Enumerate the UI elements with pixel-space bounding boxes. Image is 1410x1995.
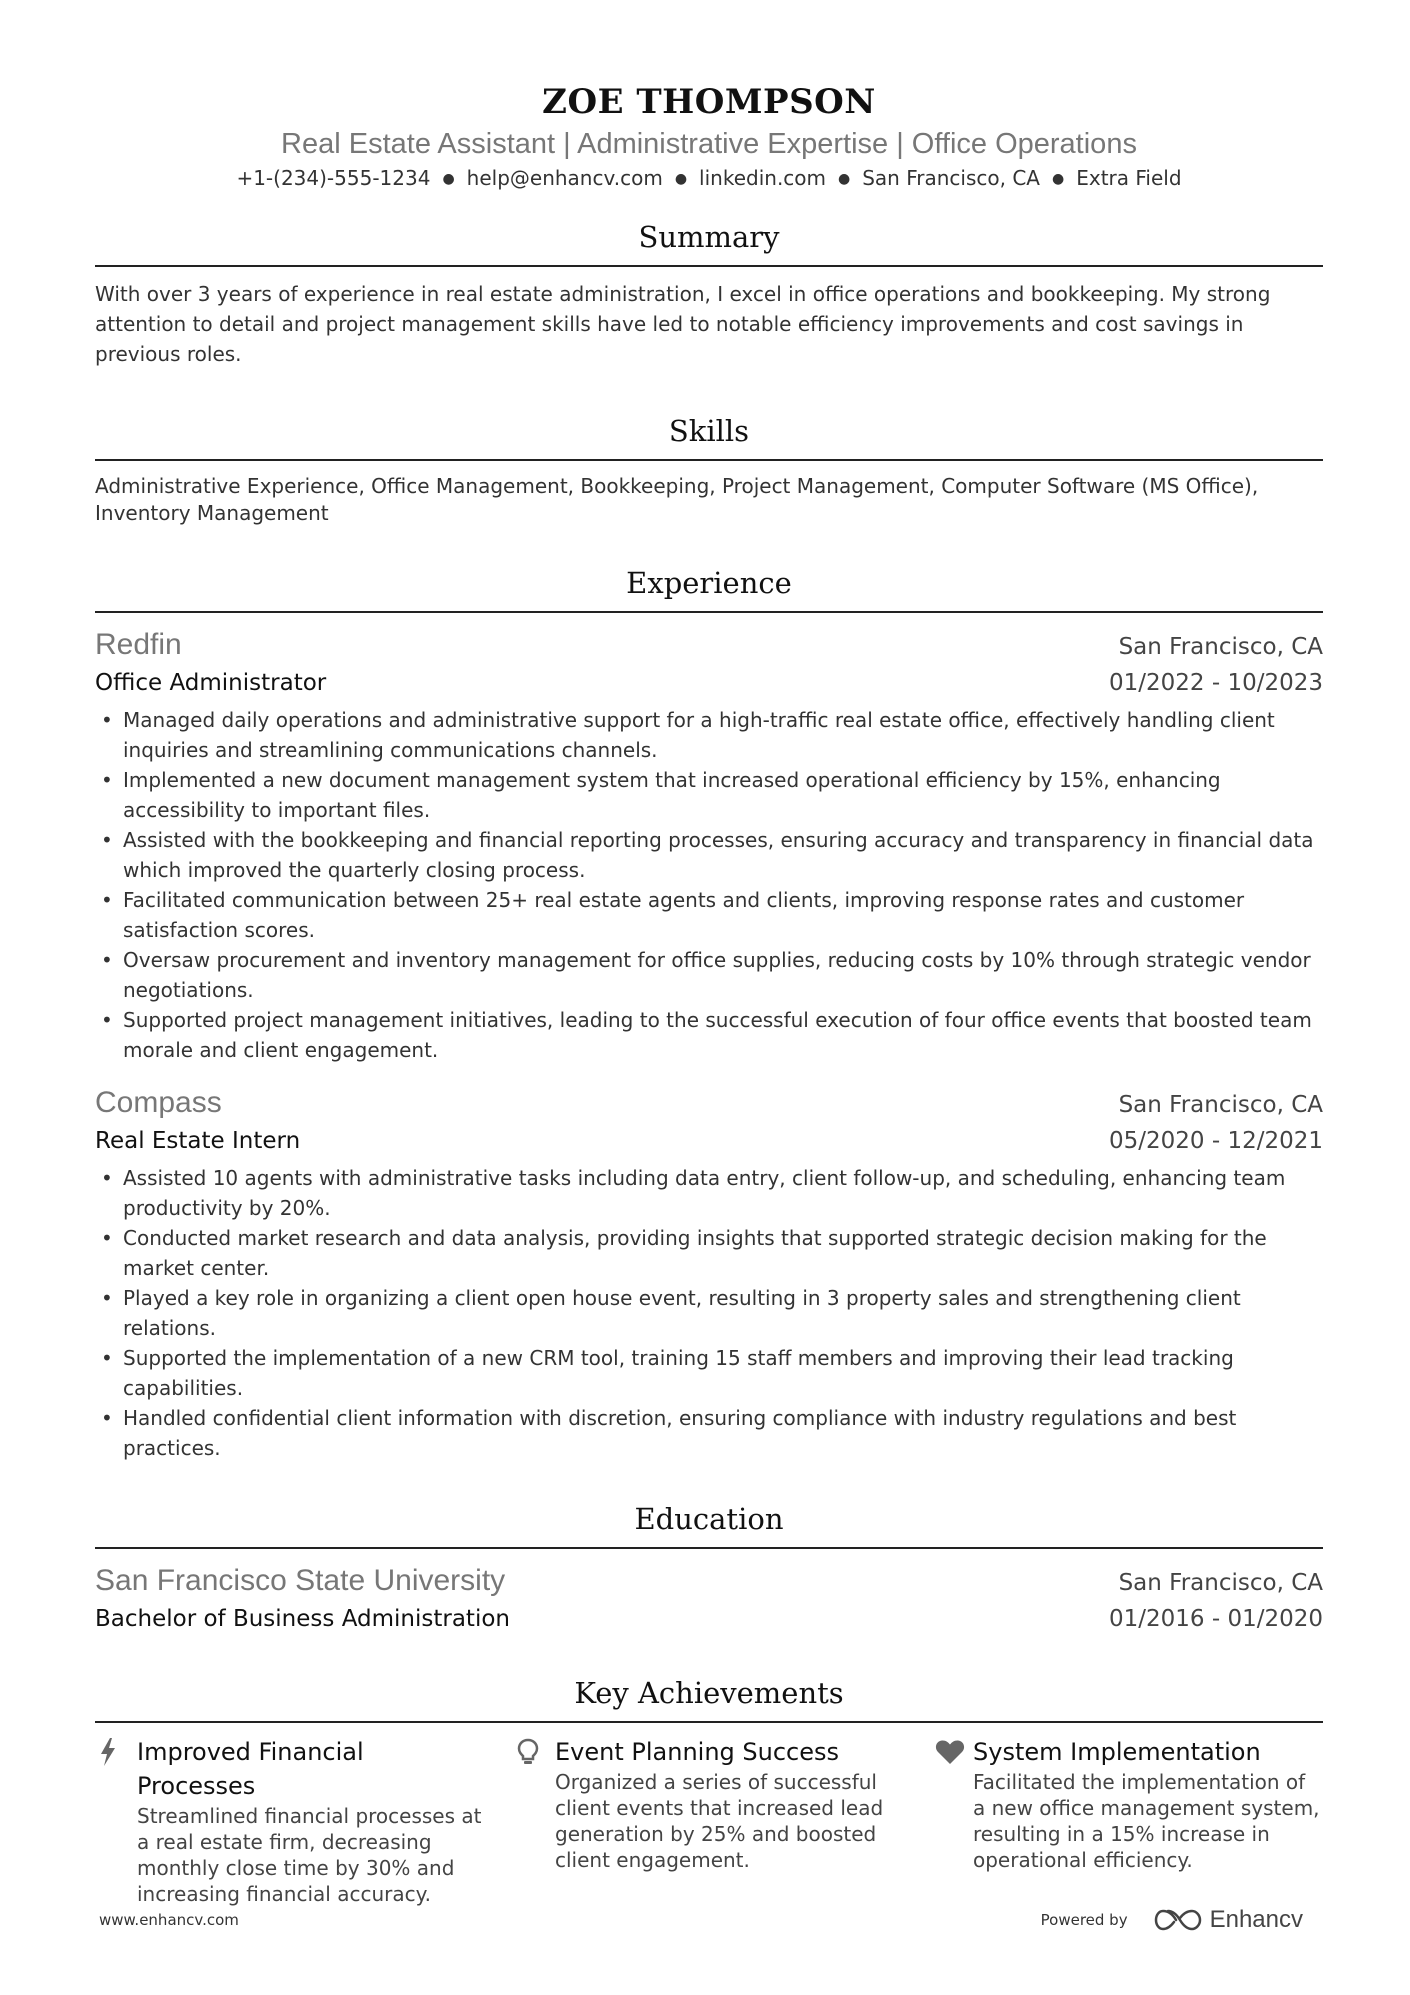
resume-page: [95, 80, 1323, 1907]
bullet-list: [95, 705, 1323, 1065]
separator-dot: ●: [674, 171, 688, 187]
separator-dot: ●: [838, 171, 851, 187]
section-title-achievements: Key Achievements: [95, 1673, 1323, 1723]
separator-dot: ●: [1052, 171, 1065, 187]
company-name: Redfin: [95, 628, 182, 661]
bullet-item: • Handled confidential client information with discretion, ensuring compliance with industry regulations and best practices.: [95, 1403, 1323, 1463]
education-entry: [95, 1561, 1323, 1637]
school-location: San Francisco, CA: [1118, 1570, 1323, 1596]
experience-entry-compass: [95, 1083, 1323, 1463]
bullet-item: • Facilitated communication between 25+ real estate agents and clients, improving response rates and customer satisfaction scores.: [95, 885, 1323, 945]
entry-role-row: [95, 1123, 1323, 1159]
contact-linkedin[interactable]: linkedin.com: [699, 166, 827, 190]
company-location: San Francisco, CA: [1118, 1092, 1323, 1118]
job-dates: 01/2022 - 10/2023: [1108, 670, 1323, 696]
bullet-list: [95, 1163, 1323, 1463]
achievement-item: [513, 1735, 905, 1907]
contact-location: San Francisco, CA: [862, 166, 1040, 190]
achievement-body: [137, 1735, 487, 1907]
contact-phone[interactable]: +1-(234)-555-1234: [236, 166, 431, 190]
achievement-item: [95, 1735, 487, 1907]
contact-line: [95, 164, 1323, 193]
bullet-item: • Managed daily operations and administrative support for a high-traffic real estate office, effectively handling client inquiries and streamlining communications channels.: [95, 705, 1323, 765]
achievements-section: [95, 1673, 1323, 1907]
job-title: Real Estate Intern: [95, 1128, 301, 1154]
lightbulb-icon: [513, 1735, 555, 1769]
bullet-item: • Played a key role in organizing a client open house event, resulting in 3 property sales and strengthening client relations.: [95, 1283, 1323, 1343]
section-title-summary: Summary: [95, 217, 1323, 267]
achievement-description: Facilitated the implementation of a new office management system, resulting in a 15% increase in operational efficiency.: [973, 1770, 1320, 1872]
section-title-experience: Experience: [95, 563, 1323, 613]
powered-by: [1041, 1906, 1303, 1934]
skills-section: [95, 411, 1323, 527]
entry-role-row: [95, 665, 1323, 701]
skills-text: Administrative Experience, Office Management, Bookkeeping, Project Management, Computer Software (MS Office), Inventory Management: [95, 474, 1259, 525]
heart-icon: [931, 1735, 973, 1769]
education-dates: 01/2016 - 01/2020: [1108, 1606, 1323, 1632]
resume-header: [95, 80, 1323, 193]
entry-header-row: [95, 1561, 1323, 1601]
footer-url[interactable]: www.enhancv.com: [99, 1911, 239, 1929]
candidate-tagline: Real Estate Assistant | Administrative Expertise | Office Operations: [281, 128, 1137, 160]
achievement-description: Organized a series of successful client events that increased lead generation by 25% and boosted client engagement.: [555, 1770, 884, 1872]
entry-degree-row: [95, 1601, 1323, 1637]
company-name: Compass: [95, 1086, 222, 1119]
experience-entry-redfin: [95, 625, 1323, 1065]
achievement-title: Event Planning Success: [555, 1738, 840, 1766]
job-title: Office Administrator: [95, 670, 327, 696]
summary-text: With over 3 years of experience in real estate administration, I excel in office operations and bookkeeping. My strong attention to detail and project management skills have led to notable efficiency improvements and cost savings in previous roles.: [95, 282, 1271, 366]
entry-header-row: [95, 625, 1323, 665]
enhancv-logo-icon: [1154, 1908, 1202, 1932]
section-title-skills: Skills: [95, 411, 1323, 461]
lightning-icon: [95, 1735, 137, 1769]
bullet-item: • Supported the implementation of a new CRM tool, training 15 staff members and improving their lead tracking capabilities.: [95, 1343, 1323, 1403]
contact-extra-field: Extra Field: [1076, 166, 1182, 190]
enhancv-logo[interactable]: [1154, 1906, 1303, 1934]
achievement-body: [973, 1735, 1323, 1907]
separator-dot: ●: [442, 171, 455, 187]
bullet-item: • Implemented a new document management system that increased operational efficiency by 15%, enhancing accessibility to important files.: [95, 765, 1323, 825]
company-location: San Francisco, CA: [1118, 634, 1323, 660]
summary-section: [95, 217, 1323, 369]
bullet-item: • Supported project management initiatives, leading to the successful execution of four office events that boosted team morale and client engagement.: [95, 1005, 1323, 1065]
bullet-item: • Conducted market research and data analysis, providing insights that supported strategic decision making for the market center.: [95, 1223, 1323, 1283]
bullet-item: • Oversaw procurement and inventory management for office supplies, reducing costs by 10% through strategic vendor negotiations.: [95, 945, 1323, 1005]
achievement-item: [931, 1735, 1323, 1907]
achievement-title: System Implementation: [973, 1738, 1261, 1766]
achievements-grid: [95, 1735, 1323, 1907]
experience-section: [95, 563, 1323, 1463]
page-footer: [99, 1906, 1303, 1934]
entry-header-row: [95, 1083, 1323, 1123]
job-dates: 05/2020 - 12/2021: [1108, 1128, 1323, 1154]
achievement-body: [555, 1735, 905, 1907]
degree-name: Bachelor of Business Administration: [95, 1606, 510, 1632]
education-section: [95, 1499, 1323, 1637]
section-title-education: Education: [95, 1499, 1323, 1549]
school-name: San Francisco State University: [95, 1564, 506, 1597]
contact-email[interactable]: help@enhancv.com: [466, 166, 663, 190]
candidate-name: ZOE THOMPSON: [542, 82, 876, 122]
brand-name: Enhancv: [1209, 1906, 1303, 1933]
powered-by-label: Powered by: [1040, 1911, 1128, 1929]
achievement-title: Improved Financial Processes: [137, 1738, 364, 1800]
bullet-item: • Assisted with the bookkeeping and financial reporting processes, ensuring accuracy and transparency in financial data which improved the quarterly closing process.: [95, 825, 1323, 885]
bullet-item: • Assisted 10 agents with administrative tasks including data entry, client follow-up, and scheduling, enhancing team productivity by 20%.: [95, 1163, 1323, 1223]
achievement-description: Streamlined financial processes at a real estate firm, decreasing monthly close time by 30% and increasing financial accuracy.: [137, 1804, 482, 1906]
